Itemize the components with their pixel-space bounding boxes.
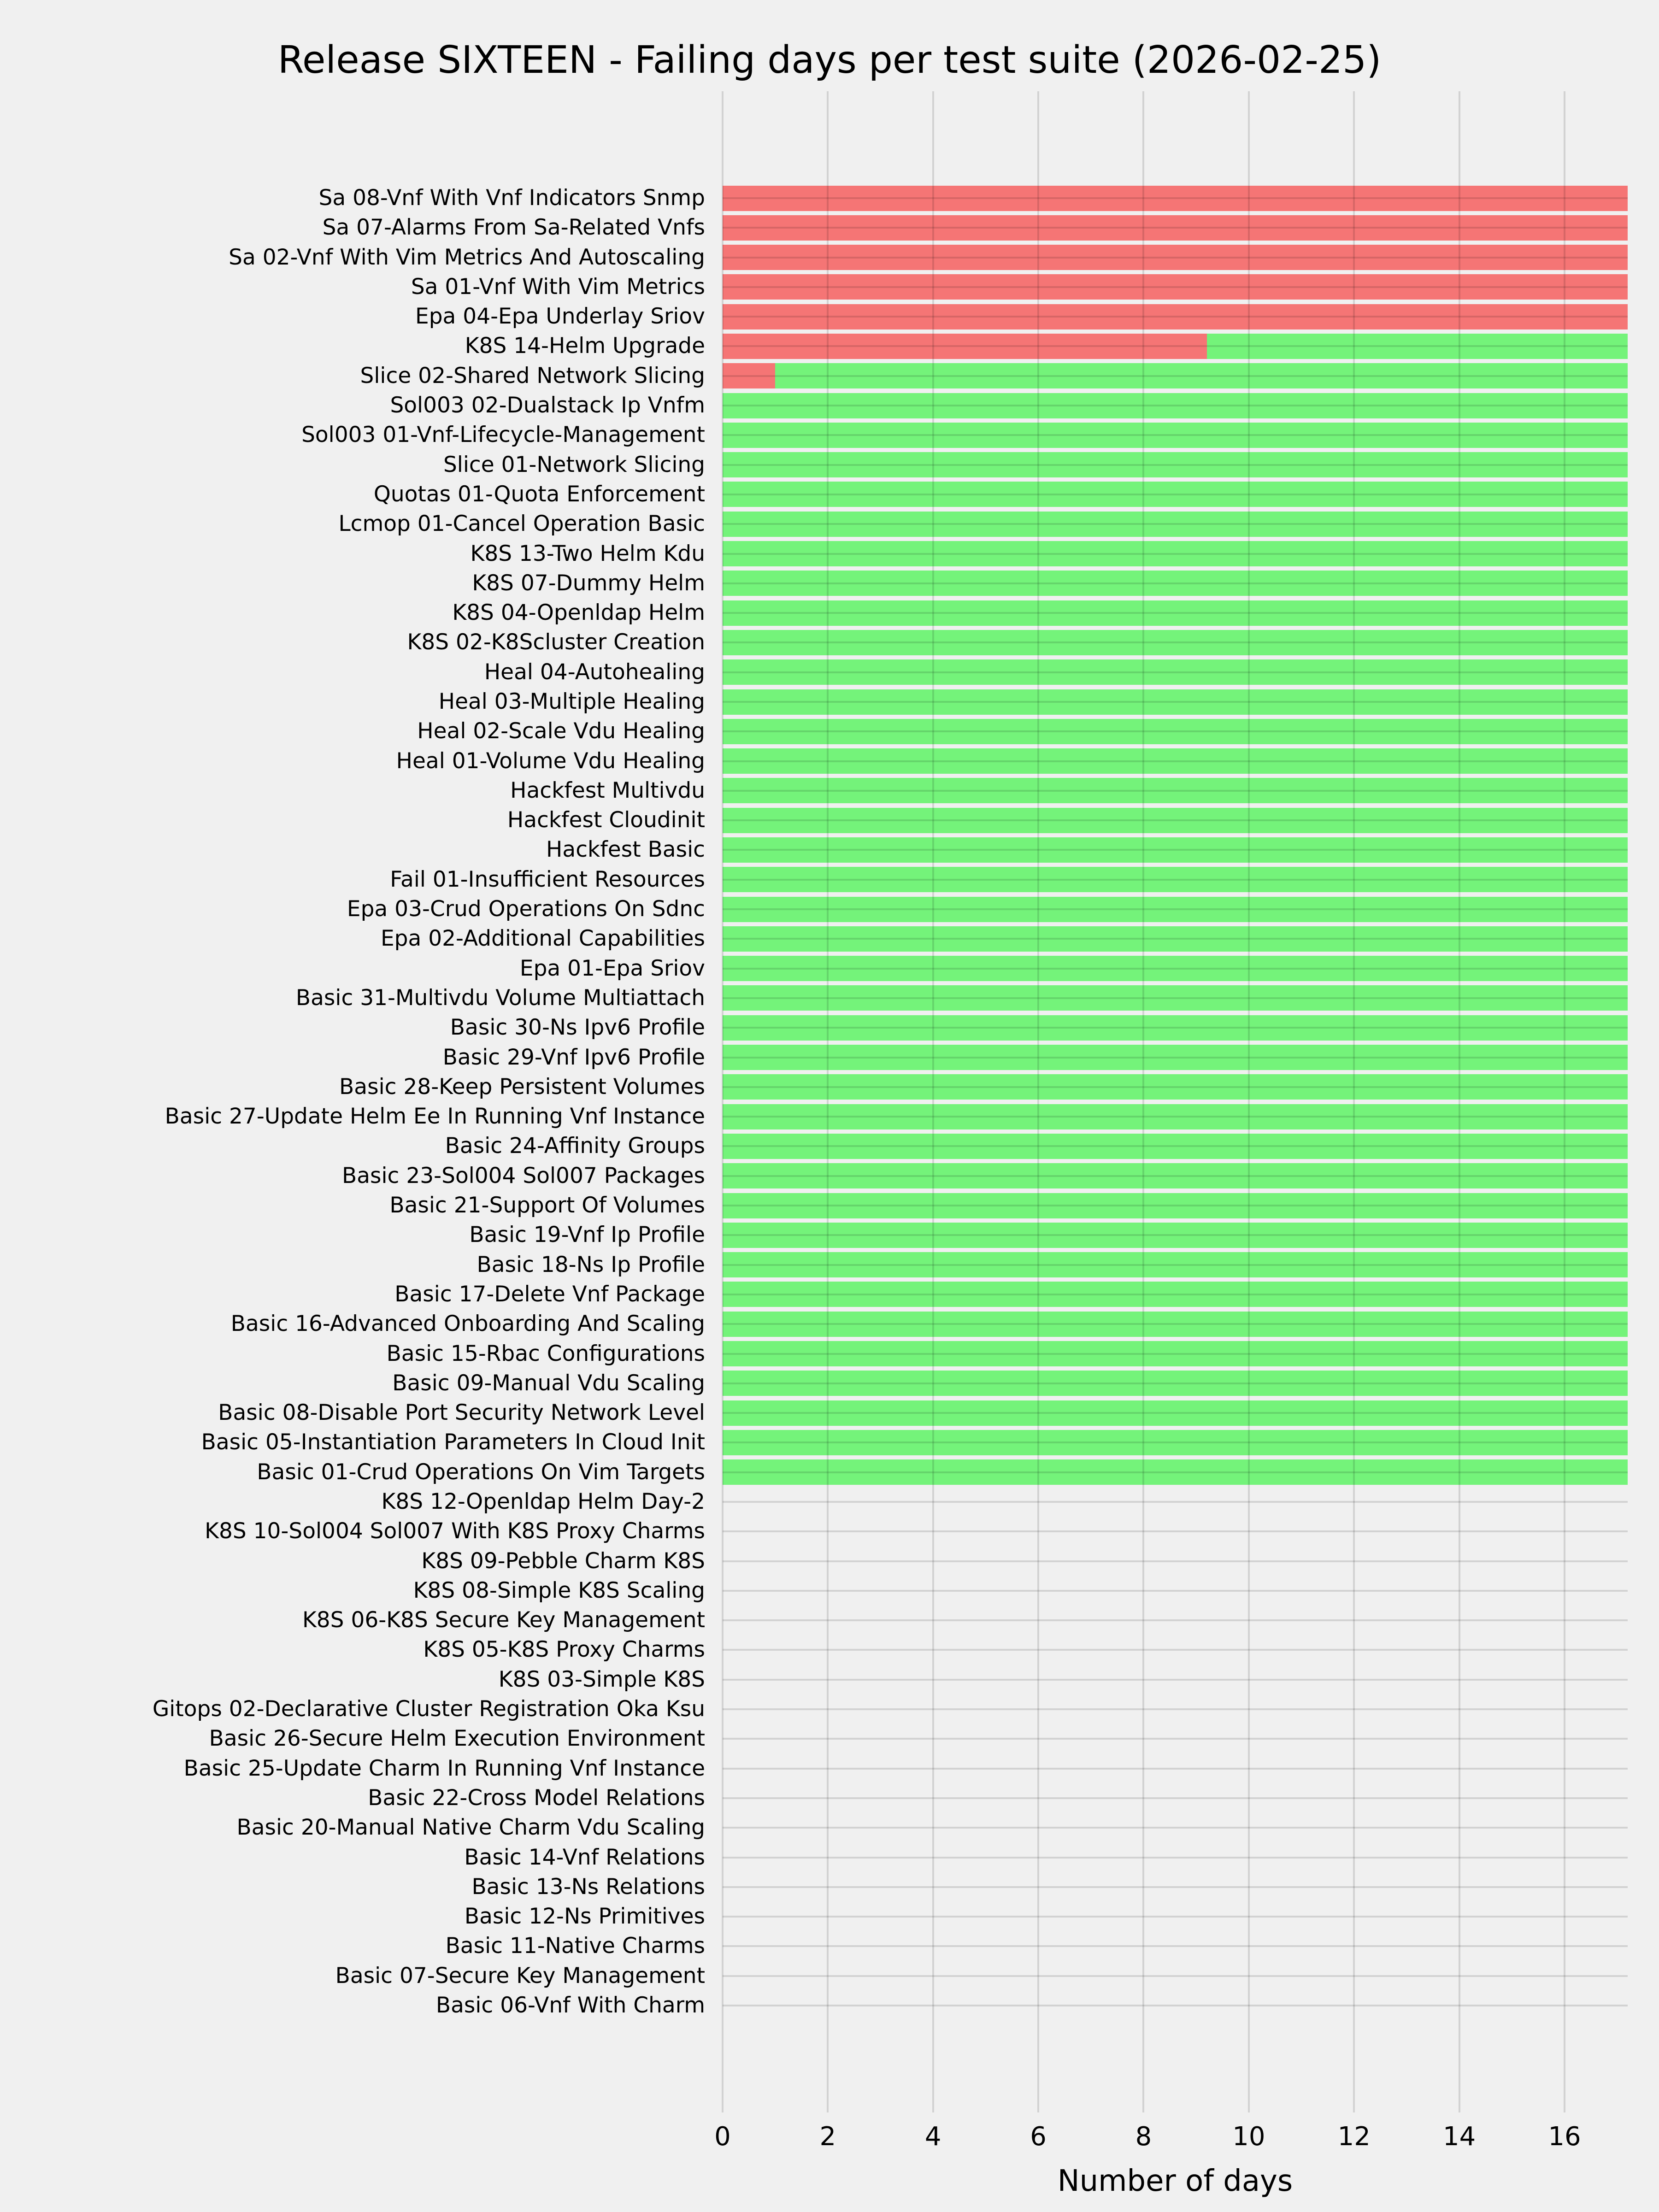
gridline-vertical bbox=[827, 91, 829, 2112]
gridline-vertical bbox=[932, 91, 934, 2112]
y-axis-label: Sa 08-Vnf With Vnf Indicators Snmp bbox=[318, 185, 705, 211]
y-axis-label: Hackfest Multivdu bbox=[510, 777, 705, 803]
y-axis-label: K8S 12-Openldap Helm Day-2 bbox=[381, 1488, 705, 1514]
plot-area bbox=[723, 91, 1628, 2112]
gridline-horizontal bbox=[723, 1382, 1628, 1384]
y-axis-label: Basic 08-Disable Port Security Network Level bbox=[218, 1400, 705, 1426]
y-axis-label: Basic 21-Support Of Volumes bbox=[389, 1193, 705, 1218]
y-axis-label: Heal 03-Multiple Healing bbox=[438, 689, 705, 714]
gridline-horizontal bbox=[723, 1264, 1628, 1266]
gridline-horizontal bbox=[723, 1471, 1628, 1473]
gridline-horizontal bbox=[723, 523, 1628, 525]
gridline-vertical bbox=[1248, 91, 1250, 2112]
gridline-horizontal bbox=[723, 1086, 1628, 1088]
gridline-horizontal bbox=[723, 1294, 1628, 1295]
y-axis-label: K8S 05-K8S Proxy Charms bbox=[423, 1637, 705, 1663]
y-axis-label: Sol003 02-Dualstack Ip Vnfm bbox=[390, 393, 705, 418]
gridline-horizontal bbox=[723, 730, 1628, 732]
y-axis-labels bbox=[0, 0, 705, 2212]
gridline-horizontal bbox=[723, 375, 1628, 377]
gridline-horizontal bbox=[723, 760, 1628, 762]
y-axis-label: Basic 30-Ns Ipv6 Profile bbox=[450, 1015, 705, 1041]
gridline-horizontal bbox=[723, 1679, 1628, 1681]
y-axis-label: Basic 20-Manual Native Charm Vdu Scaling bbox=[236, 1815, 705, 1841]
gridline-horizontal bbox=[723, 1530, 1628, 1532]
chart-title: Release SIXTEEN - Failing days per test suite (2026-02-25) bbox=[277, 38, 1382, 82]
y-axis-label: K8S 09-Pebble Charm K8S bbox=[421, 1548, 705, 1574]
gridline-horizontal bbox=[723, 1145, 1628, 1147]
gridline-horizontal bbox=[723, 1857, 1628, 1859]
gridline-horizontal bbox=[723, 316, 1628, 318]
x-tick-label: 2 bbox=[819, 2122, 836, 2152]
gridline-horizontal bbox=[723, 1945, 1628, 1947]
gridline-horizontal bbox=[723, 1708, 1628, 1710]
y-axis-label: Basic 29-Vnf Ipv6 Profile bbox=[442, 1044, 705, 1070]
y-axis-label: Basic 05-Instantiation Parameters In Cloud Init bbox=[201, 1430, 705, 1455]
gridline-horizontal bbox=[723, 908, 1628, 910]
gridline-horizontal bbox=[723, 1768, 1628, 1770]
gridline-horizontal bbox=[723, 582, 1628, 584]
x-tick-label: 12 bbox=[1337, 2122, 1371, 2152]
y-axis-label: Basic 01-Crud Operations On Vim Targets bbox=[257, 1459, 705, 1485]
gridline-horizontal bbox=[723, 286, 1628, 288]
y-axis-label: Hackfest Basic bbox=[546, 837, 705, 863]
gridline-horizontal bbox=[723, 819, 1628, 821]
x-tick-label: 10 bbox=[1232, 2122, 1265, 2152]
gridline-horizontal bbox=[723, 849, 1628, 851]
gridline-horizontal bbox=[723, 671, 1628, 673]
y-axis-label: Epa 02-Additional Capabilities bbox=[380, 926, 705, 952]
y-axis-label: K8S 13-Two Helm Kdu bbox=[470, 541, 705, 566]
y-axis-label: Basic 23-Sol004 Sol007 Packages bbox=[341, 1163, 705, 1188]
gridline-horizontal bbox=[723, 612, 1628, 614]
y-axis-label: Basic 06-Vnf With Charm bbox=[435, 1992, 705, 2018]
gridline-horizontal bbox=[723, 197, 1628, 199]
y-axis-label: Basic 26-Secure Helm Execution Environment bbox=[209, 1726, 705, 1752]
y-axis-label: Basic 12-Ns Primitives bbox=[464, 1904, 705, 1930]
gridline-horizontal bbox=[723, 1916, 1628, 1918]
y-axis-label: Basic 24-Affinity Groups bbox=[445, 1133, 705, 1159]
gridline-horizontal bbox=[723, 1205, 1628, 1206]
gridline-horizontal bbox=[723, 1975, 1628, 1977]
gridline-horizontal bbox=[723, 227, 1628, 229]
gridline-horizontal bbox=[723, 1619, 1628, 1621]
y-axis-label: K8S 10-Sol004 Sol007 With K8S Proxy Charms bbox=[205, 1518, 705, 1544]
x-axis-label: Number of days bbox=[1057, 2164, 1293, 2198]
gridline-vertical bbox=[722, 91, 724, 2112]
gridline-horizontal bbox=[723, 257, 1628, 259]
y-axis-label: K8S 08-Simple K8S Scaling bbox=[413, 1577, 705, 1603]
gridline-vertical bbox=[1037, 91, 1039, 2112]
y-axis-label: Gitops 02-Declarative Cluster Registration Oka Ksu bbox=[152, 1696, 705, 1722]
y-axis-label: Sa 01-Vnf With Vim Metrics bbox=[411, 274, 705, 300]
gridline-horizontal bbox=[723, 494, 1628, 495]
y-axis-label: K8S 04-Openldap Helm bbox=[452, 600, 705, 626]
gridline-horizontal bbox=[723, 464, 1628, 466]
gridline-horizontal bbox=[723, 1412, 1628, 1414]
y-axis-label: Basic 27-Update Helm Ee In Running Vnf Instance bbox=[165, 1104, 705, 1130]
y-axis-label: Slice 01-Network Slicing bbox=[443, 452, 705, 477]
gridline-horizontal bbox=[723, 1827, 1628, 1829]
y-axis-label: Basic 17-Delete Vnf Package bbox=[394, 1281, 705, 1307]
y-axis-label: K8S 07-Dummy Helm bbox=[472, 570, 705, 596]
gridline-horizontal bbox=[723, 1175, 1628, 1177]
y-axis-label: Basic 14-Vnf Relations bbox=[464, 1844, 705, 1870]
y-axis-label: Quotas 01-Quota Enforcement bbox=[373, 481, 705, 507]
gridline-horizontal bbox=[723, 1057, 1628, 1059]
x-tick-label: 14 bbox=[1442, 2122, 1476, 2152]
gridline-horizontal bbox=[723, 968, 1628, 970]
gridline-horizontal bbox=[723, 345, 1628, 347]
y-axis-label: Basic 18-Ns Ip Profile bbox=[477, 1252, 705, 1277]
gridline-horizontal bbox=[723, 1323, 1628, 1325]
gridline-horizontal bbox=[723, 701, 1628, 703]
gridline-horizontal bbox=[723, 553, 1628, 555]
gridline-horizontal bbox=[723, 938, 1628, 940]
gridline-horizontal bbox=[723, 1590, 1628, 1592]
y-axis-label: Basic 16-Advanced Onboarding And Scaling bbox=[230, 1311, 705, 1337]
gridline-horizontal bbox=[723, 790, 1628, 792]
gridline-horizontal bbox=[723, 1886, 1628, 1888]
x-tick-label: 6 bbox=[1030, 2122, 1047, 2152]
y-axis-label: Basic 13-Ns Relations bbox=[471, 1874, 705, 1900]
y-axis-label: K8S 02-K8Scluster Creation bbox=[407, 629, 705, 655]
y-axis-label: Sa 02-Vnf With Vim Metrics And Autoscaling bbox=[229, 244, 705, 270]
y-axis-label: Basic 25-Update Charm In Running Vnf Instance bbox=[183, 1755, 705, 1781]
gridline-horizontal bbox=[723, 1501, 1628, 1503]
y-axis-label: K8S 03-Simple K8S bbox=[498, 1666, 705, 1692]
y-axis-label: Basic 22-Cross Model Relations bbox=[368, 1785, 705, 1811]
y-axis-label: Heal 02-Scale Vdu Healing bbox=[417, 718, 705, 744]
gridline-horizontal bbox=[723, 1560, 1628, 1562]
y-axis-label: Heal 04-Autohealing bbox=[484, 659, 705, 685]
y-axis-label: Hackfest Cloudinit bbox=[507, 807, 705, 833]
gridline-horizontal bbox=[723, 1234, 1628, 1236]
y-axis-label: Epa 04-Epa Underlay Sriov bbox=[415, 304, 705, 329]
y-axis-label: Slice 02-Shared Network Slicing bbox=[360, 363, 705, 388]
gridline-horizontal bbox=[723, 1797, 1628, 1799]
gridline-horizontal bbox=[723, 2005, 1628, 2006]
gridline-horizontal bbox=[723, 641, 1628, 643]
y-axis-label: Lcmop 01-Cancel Operation Basic bbox=[338, 511, 705, 537]
gridline-horizontal bbox=[723, 405, 1628, 406]
y-axis-label: K8S 14-Helm Upgrade bbox=[465, 333, 705, 359]
x-tick-label: 16 bbox=[1548, 2122, 1581, 2152]
gridline-vertical bbox=[1353, 91, 1355, 2112]
y-axis-label: Heal 01-Volume Vdu Healing bbox=[396, 748, 705, 774]
y-axis-label: Epa 01-Epa Sriov bbox=[519, 955, 705, 981]
gridline-horizontal bbox=[723, 1738, 1628, 1740]
gridline-horizontal bbox=[723, 879, 1628, 881]
x-tick-label: 4 bbox=[924, 2122, 941, 2152]
x-tick-label: 0 bbox=[714, 2122, 731, 2152]
gridline-horizontal bbox=[723, 997, 1628, 999]
gridline-vertical bbox=[1564, 91, 1565, 2112]
y-axis-label: Basic 28-Keep Persistent Volumes bbox=[339, 1074, 705, 1100]
y-axis-label: K8S 06-K8S Secure Key Management bbox=[302, 1607, 705, 1633]
gridline-vertical bbox=[1142, 91, 1144, 2112]
gridline-horizontal bbox=[723, 1649, 1628, 1651]
y-axis-label: Sol003 01-Vnf-Lifecycle-Management bbox=[301, 422, 705, 448]
gridline-horizontal bbox=[723, 434, 1628, 436]
gridline-horizontal bbox=[723, 1441, 1628, 1443]
y-axis-label: Basic 07-Secure Key Management bbox=[335, 1963, 705, 1988]
gridline-horizontal bbox=[723, 1353, 1628, 1355]
gridline-horizontal bbox=[723, 1027, 1628, 1029]
y-axis-label: Epa 03-Crud Operations On Sdnc bbox=[347, 896, 705, 922]
y-axis-label: Basic 11-Native Charms bbox=[445, 1933, 705, 1959]
y-axis-label: Basic 19-Vnf Ip Profile bbox=[469, 1222, 705, 1248]
gridline-horizontal bbox=[723, 1116, 1628, 1118]
gridline-vertical bbox=[1459, 91, 1460, 2112]
y-axis-label: Sa 07-Alarms From Sa-Related Vnfs bbox=[322, 215, 705, 241]
y-axis-label: Basic 15-Rbac Configurations bbox=[386, 1341, 705, 1366]
x-tick-label: 8 bbox=[1135, 2122, 1152, 2152]
y-axis-label: Fail 01-Insufficient Resources bbox=[390, 866, 705, 892]
y-axis-label: Basic 09-Manual Vdu Scaling bbox=[392, 1370, 705, 1396]
y-axis-label: Basic 31-Multivdu Volume Multiattach bbox=[295, 985, 705, 1011]
